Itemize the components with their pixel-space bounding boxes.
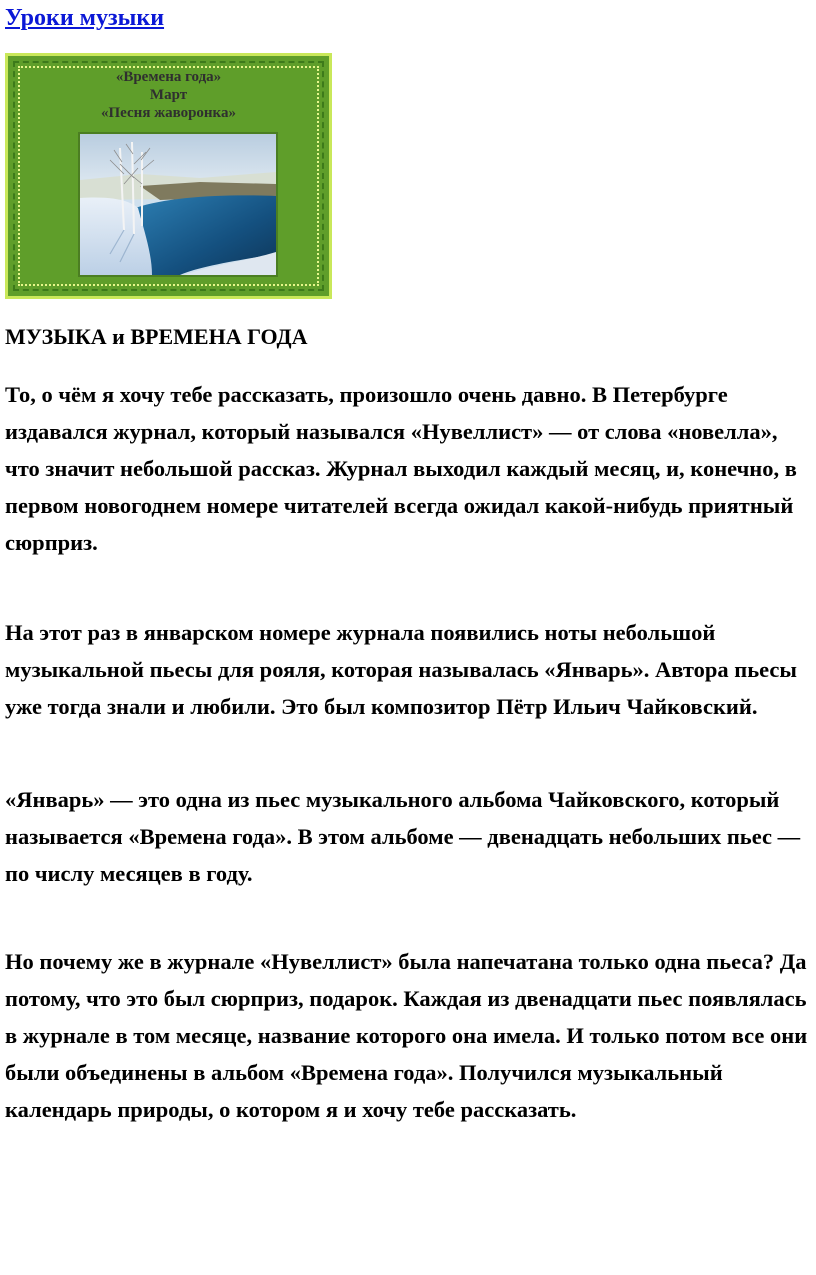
- article-paragraph: Но почему же в журнале «Нувеллист» была напечатана только одна пьеса? Да потому, что это был сюрприз, подарок. Каждая из двенадцати пьес появлялась в журнале в том месяце, название которого она имела. И только потом все они были объединены в альбом «Времена года». Получился музыкальный календарь природы, о котором я и хочу тебе рассказать.: [5, 949, 808, 1122]
- landscape-illustration: [80, 134, 276, 275]
- winter-landscape-painting: [78, 132, 278, 277]
- card-caption: [8, 68, 329, 122]
- card-caption-piece: «Песня жаворонка»: [101, 105, 236, 121]
- article-paragraph: На этот раз в январском номере журнала появились ноты небольшой музыкальной пьесы для рояля, которая называлась «Январь». Автора пьесы уже тогда знали и любили. Это был композитор Пётр Ильич Чайковский.: [5, 620, 797, 719]
- article-paragraph: «Январь» — это одна из пьес музыкального альбома Чайковского, который называется «Времена года». В этом альбоме — двенадцать небольших пьес — по числу месяцев в году.: [5, 787, 801, 886]
- article-title: МУЗЫКА и ВРЕМЕНА ГОДА: [5, 324, 308, 349]
- article-paragraph: То, о чём я хочу тебе рассказать, произошло очень давно. В Петербурге издавался журнал, который назывался «Нувеллист» — от слова «новелла», что значит небольшой рассказ. Журнал выходил каждый месяц, и, конечно, в первом новогоднем номере читателей всегда ожидал какой-нибудь приятный сюрприз.: [5, 382, 797, 555]
- card-caption-month: Март: [149, 87, 188, 103]
- music-lessons-link[interactable]: Уроки музыки: [5, 5, 165, 31]
- seasons-card: [5, 53, 332, 299]
- card-caption-album: «Времена года»: [115, 69, 222, 85]
